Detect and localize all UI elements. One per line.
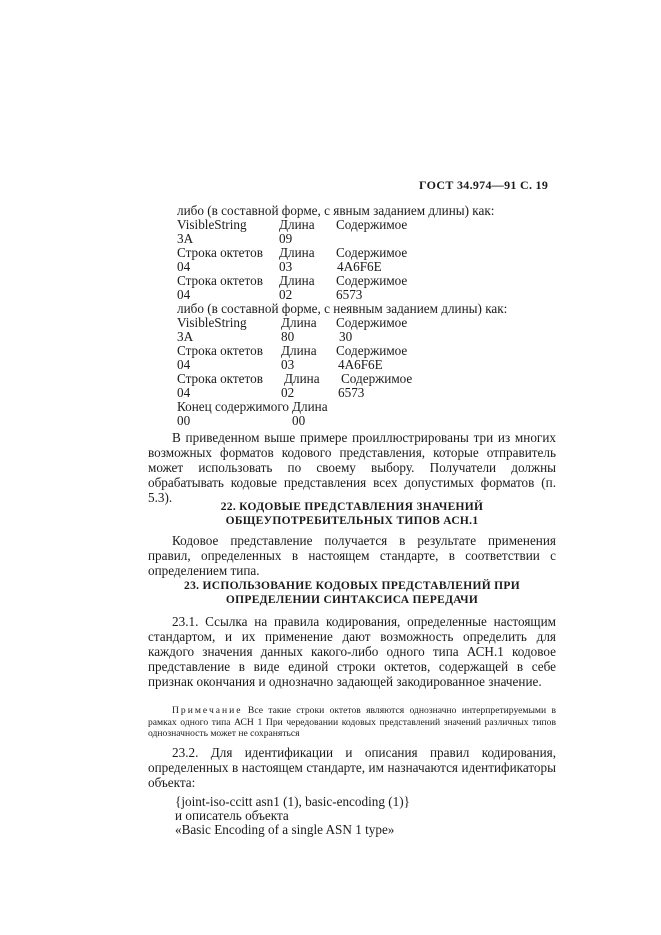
section-22-title-line2: ОБЩЕУПОТРЕБИТЕЛЬНЫХ ТИПОВ АСН.1 <box>225 515 479 527</box>
table-cell: VisibleString <box>177 315 247 330</box>
table-cell: 04 <box>177 385 191 400</box>
section-22-title-line1: 22. КОДОВЫЕ ПРЕДСТАВЛЕНИЯ ЗНАЧЕНИЙ <box>220 501 484 513</box>
table-cell: 04 <box>177 357 191 372</box>
table-cell: Длина <box>279 273 315 288</box>
table-cell: 04 <box>177 287 191 302</box>
end-of-contents-value: 00 <box>177 413 191 428</box>
table-cell: Содержимое <box>336 217 408 232</box>
table-cell: Содержимое <box>341 371 413 386</box>
table-cell: Длина <box>281 315 317 330</box>
table-cell: 02 <box>281 385 295 400</box>
note-text: Все такие строки октетов являются однозначно интерпретируемыми в рамках одного типа АСН 1 При чередовании кодовых представлений значений различных типов однозначность может не сохраняться <box>148 705 556 739</box>
table-cell: 6573 <box>336 287 363 302</box>
table-cell: Содержимое <box>336 273 408 288</box>
table-cell: 4A6F6E <box>338 357 383 372</box>
table-cell: Содержимое <box>336 315 408 330</box>
table-cell: Строка октетов <box>177 245 263 260</box>
section-23-title-line1: 23. ИСПОЛЬЗОВАНИЕ КОДОВЫХ ПРЕДСТАВЛЕНИЙ ПРИ <box>184 580 520 592</box>
table-cell: 80 <box>281 329 295 344</box>
note <box>148 705 556 740</box>
example-intro-explicit: либо (в составной форме, с явным заданием длины) как: <box>177 203 495 218</box>
table-cell: 30 <box>339 329 353 344</box>
section-22-text: Кодовое представление получается в результате применения правил, определенных в настоящем стандарте, в соответствии с определением типа. <box>148 533 556 578</box>
table-cell: Строка октетов <box>177 343 263 358</box>
object-identifier: {joint-iso-ccitt asn1 (1), basic-encoding (1)} <box>175 794 410 809</box>
table-cell: 04 <box>177 259 191 274</box>
page-header: ГОСТ 34.974—91 С. 19 <box>419 178 549 192</box>
section-23-title-line2: ОПРЕДЕЛЕНИИ СИНТАКСИСА ПЕРЕДАЧИ <box>225 594 479 606</box>
table-cell: 3A <box>177 231 194 246</box>
clause-23-2: 23.2. Для идентификации и описания правил кодирования, определенных в настоящем стандарте, им назначаются идентификаторы объекта: <box>148 745 556 790</box>
object-descriptor-label: и описатель объекта <box>175 808 289 823</box>
table-cell: Содержимое <box>336 245 408 260</box>
end-of-contents-length-value: 00 <box>292 413 306 428</box>
table-cell: 3A <box>177 329 194 344</box>
table-cell: Длина <box>279 245 315 260</box>
table-cell: 03 <box>281 357 295 372</box>
table-cell: Длина <box>281 343 317 358</box>
object-descriptor: «Basic Encoding of a single ASN 1 type» <box>175 822 395 837</box>
end-of-contents-label: Конец содержимого <box>177 399 290 414</box>
formats-paragraph: В приведенном выше примере проиллюстрированы три из многих возможных форматов кодового представления, которые отправитель может использовать по своему выбору. Получатели должны обрабатывать кодовые представления всех допустимых форматов (п. 5.3). <box>148 430 556 505</box>
note-label: Примечание <box>172 705 243 716</box>
table-cell: 09 <box>279 231 293 246</box>
table-cell: Длина <box>279 217 315 232</box>
table-cell: Строка октетов <box>177 273 263 288</box>
table-cell: VisibleString <box>177 217 247 232</box>
clause-23-1: 23.1. Ссылка на правила кодирования, определенные настоящим стандартом, и их применение дают возможность определить для каждого значения данных какого-либо одного типа АСН.1 кодовое представление в виде единой строки октетов, содержащей в себе признак окончания и однозначно задающей закодированное значение. <box>148 614 556 689</box>
table-cell: Длина <box>284 371 320 386</box>
end-of-contents-length-label: Длина <box>292 399 328 414</box>
table-cell: Содержимое <box>336 343 408 358</box>
table-cell: Строка октетов <box>177 371 263 386</box>
table-cell: 02 <box>279 287 293 302</box>
table-cell: 4A6F6E <box>337 259 382 274</box>
table-cell: 03 <box>279 259 293 274</box>
table-cell: 6573 <box>338 385 365 400</box>
example-intro-implicit: либо (в составной форме, с неявным заданием длины) как: <box>177 301 508 316</box>
